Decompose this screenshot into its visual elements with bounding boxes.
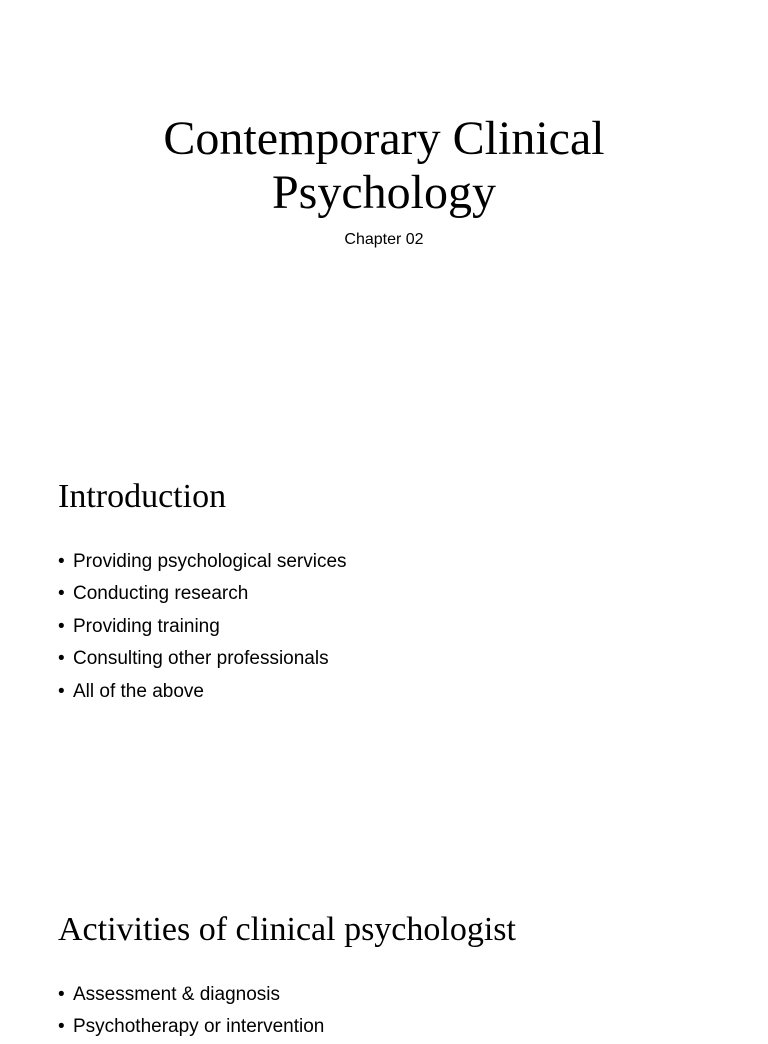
bullet-text: Providing training [73, 615, 220, 637]
title-line-2: Psychology [271, 166, 496, 219]
chapter-subtitle: Chapter 02 [344, 231, 424, 248]
bullet-text: Consulting other professionals [73, 648, 329, 670]
bullet-text: All of the above [73, 680, 204, 702]
bullet-icon: • [58, 648, 65, 670]
list-item [58, 546, 347, 578]
bullet-text: Psychotherapy or intervention [73, 1016, 325, 1038]
bullet-icon: • [58, 1016, 65, 1038]
bullet-icon: • [58, 615, 65, 637]
bullet-icon: • [58, 551, 65, 572]
activities-bullet-list [58, 979, 324, 1044]
activities-slide [0, 864, 768, 1038]
list-item [58, 643, 347, 675]
bullet-icon: • [58, 680, 65, 702]
title-slide [0, 0, 768, 432]
introduction-slide [0, 432, 768, 864]
list-item [58, 578, 347, 610]
bullet-text: Conducting research [73, 583, 249, 605]
bullet-icon: • [58, 984, 65, 1005]
bullet-text: Providing psychological services [73, 551, 347, 572]
list-item [58, 1011, 324, 1043]
introduction-bullet-list [58, 546, 347, 708]
presentation-title [0, 112, 768, 220]
bullet-text: Assessment & diagnosis [73, 984, 280, 1005]
list-item [58, 979, 324, 1011]
bullet-icon: • [58, 583, 65, 605]
title-line-1: Contemporary Clinical [163, 112, 605, 165]
activities-heading: Activities of clinical psychologist [58, 911, 516, 948]
list-item [58, 676, 347, 708]
list-item [58, 611, 347, 643]
introduction-heading: Introduction [58, 478, 227, 515]
